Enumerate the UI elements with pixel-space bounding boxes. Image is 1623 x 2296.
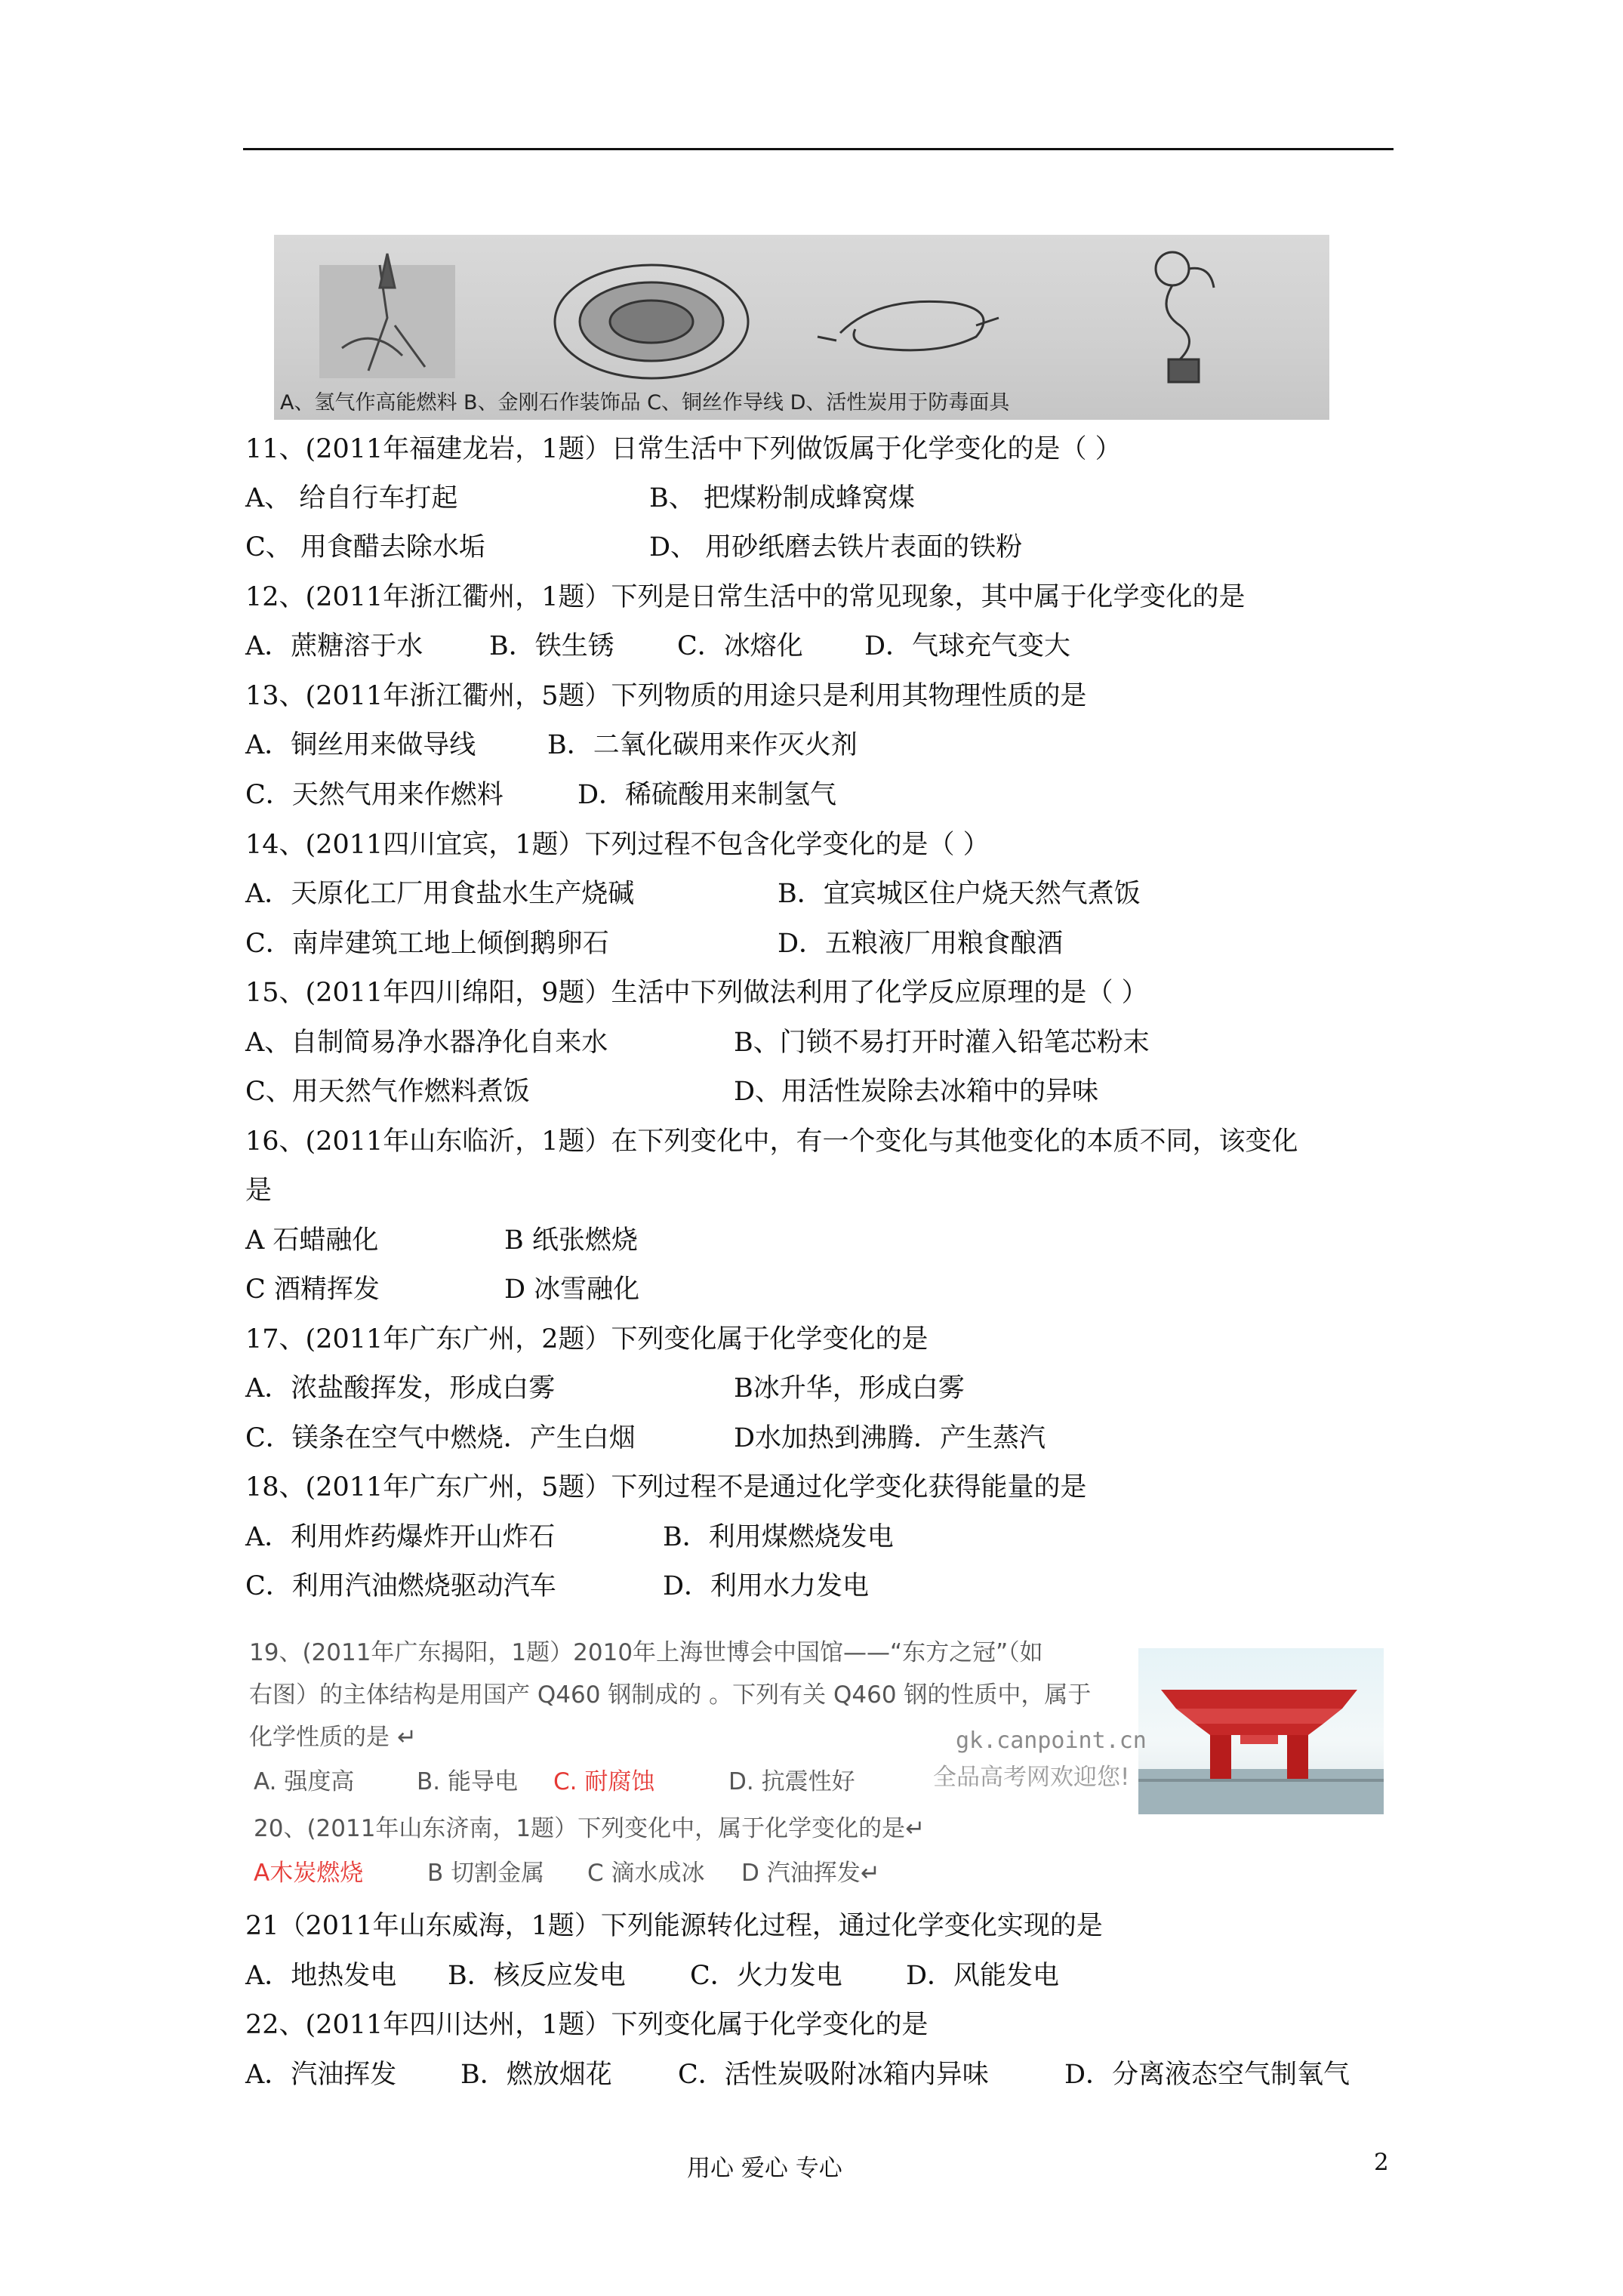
- q18-option-d: D．利用水力发电: [663, 1571, 870, 1601]
- q11-option-a: A、 给自行车打起: [245, 483, 458, 513]
- q17-option-b: B冰升华，形成白雾: [734, 1373, 965, 1404]
- question-12-stem: 12、(2011年浙江衢州，1题）下列是日常生活中的常见现象，其中属于化学变化的是: [245, 582, 1246, 612]
- q22-option-b: B．燃放烟花: [460, 2060, 612, 2090]
- q17-option-d: D水加热到沸腾．产生蒸汽: [734, 1423, 1046, 1453]
- question-13-stem: 13、(2011年浙江衢州，5题）下列物质的用途只是利用其物理性质的是: [245, 681, 1087, 711]
- figure-caption: A、氢气作高能燃料 B、金刚石作装饰品 C、铜丝作导线 D、活性炭用于防毒面具: [280, 391, 1010, 415]
- q20-option-a-answer: A木炭燃烧: [254, 1860, 364, 1887]
- header-rule: [243, 148, 1394, 150]
- q12-option-a: A．蔗糖溶于水: [245, 631, 423, 661]
- q18-option-c: C．利用汽油燃烧驱动汽车: [245, 1571, 556, 1601]
- question-21-stem: 21（2011年山东威海，1题）下列能源转化过程，通过化学变化实现的是: [245, 1911, 1103, 1941]
- q11-option-b: B、 把煤粉制成蜂窝煤: [649, 483, 915, 513]
- q22-option-d: D．分离液态空气制氧气: [1064, 2060, 1350, 2090]
- q13-option-a: A．铜丝用来做导线: [245, 730, 476, 760]
- china-pavilion-image: [1138, 1648, 1384, 1814]
- q17-option-c: C．镁条在空气中燃烧．产生白烟: [245, 1423, 636, 1453]
- question-15-stem: 15、(2011年四川绵阳，9题）生活中下列做法利用了化学反应原理的是（ ）: [245, 978, 1148, 1008]
- q11-option-d: D、 用砂纸磨去铁片表面的铁粉: [649, 532, 1023, 562]
- q19-option-d: D. 抗震性好: [728, 1768, 855, 1795]
- page-footer: 用心 爱心 专心: [687, 2155, 842, 2182]
- q14-option-a: A．天原化工厂用食盐水生产烧碱: [245, 879, 635, 909]
- q19-option-c-answer: C. 耐腐蚀: [553, 1768, 655, 1795]
- q19-line-3: 化学性质的是 ↵: [249, 1724, 417, 1751]
- q16-option-d: D 冰雪融化: [504, 1274, 640, 1305]
- q19-line-2: 右图）的主体结构是用国产 Q460 钢制成的 。下列有关 Q460 钢的性质中，属于: [249, 1681, 1092, 1709]
- q20-option-b: B 切割金属: [427, 1860, 545, 1887]
- q12-option-b: B．铁生锈: [489, 631, 614, 661]
- q13-option-c: C．天然气用来作燃料: [245, 780, 504, 810]
- q15-option-b: B、门锁不易打开时灌入铅笔芯粉末: [734, 1028, 1150, 1058]
- hydrogen-rocket-sketch: [319, 254, 455, 378]
- question-14-stem: 14、(2011四川宜宾，1题）下列过程不包含化学变化的是（ ）: [245, 830, 990, 860]
- q20-option-c: C 滴水成冰: [587, 1860, 705, 1887]
- q21-option-a: A．地热发电: [245, 1961, 397, 1991]
- q16-option-b: B 纸张燃烧: [504, 1225, 638, 1256]
- q21-option-b: B．核反应发电: [448, 1961, 626, 1991]
- q15-option-a: A、自制简易净水器净化自来水: [245, 1028, 608, 1058]
- q12-option-c: C．冰熔化: [677, 631, 803, 661]
- question-18-stem: 18、(2011年广东广州，5题）下列过程不是通过化学变化获得能量的是: [245, 1472, 1087, 1502]
- q20-option-d: D 汽油挥发↵: [741, 1860, 880, 1887]
- question-16-stem: 16、(2011年山东临沂，1题）在下列变化中，有一个变化与其他变化的本质不同，该变化: [245, 1126, 1298, 1157]
- q16-option-a: A 石蜡融化: [245, 1225, 379, 1256]
- q20-line-1: 20、(2011年山东济南，1题）下列变化中，属于化学变化的是↵: [254, 1815, 925, 1842]
- gas-mask-sketch: [1156, 252, 1214, 382]
- diamond-ornament-sketch: [555, 265, 748, 378]
- q11-option-c: C、 用食醋去除水垢: [245, 532, 485, 562]
- q15-option-c: C、用天然气作燃料煮饭: [245, 1077, 530, 1107]
- q14-option-c: C．南岸建筑工地上倾倒鹅卵石: [245, 929, 609, 959]
- q18-option-a: A．利用炸药爆炸开山炸石: [245, 1522, 556, 1552]
- q21-option-d: D．风能发电: [906, 1961, 1060, 1991]
- q19-option-a: A. 强度高: [254, 1768, 355, 1795]
- q13-option-b: B．二氧化碳用来作灭火剂: [547, 730, 858, 760]
- q13-option-d: D．稀硫酸用来制氢气: [577, 780, 837, 810]
- q14-option-b: B．宜宾城区住户烧天然气煮饭: [778, 879, 1141, 909]
- question-16-stem-cont: 是: [245, 1176, 273, 1206]
- question-22-stem: 22、(2011年四川达州，1题）下列变化属于化学变化的是: [245, 2010, 929, 2040]
- q22-option-a: A．汽油挥发: [245, 2060, 397, 2090]
- page-number: 2: [1374, 2149, 1389, 2176]
- q22-option-c: C．活性炭吸附冰箱内异味: [678, 2060, 989, 2090]
- q21-option-c: C．火力发电: [690, 1961, 842, 1991]
- q15-option-d: D、用活性炭除去冰箱中的异味: [734, 1077, 1099, 1107]
- q17-option-a: A．浓盐酸挥发，形成白雾: [245, 1373, 556, 1404]
- q19-option-b: B. 能导电: [417, 1768, 518, 1795]
- q19-line-1: 19、(2011年广东揭阳，1题）2010年上海世博会中国馆——“东方之冠”（如: [249, 1639, 1043, 1666]
- copper-wire-sketch: [818, 301, 999, 350]
- question-11-stem: 11、(2011年福建龙岩，1题）日常生活中下列做饭属于化学变化的是（ ）: [245, 434, 1122, 464]
- china-pavilion-drawing: [1138, 1648, 1384, 1814]
- q16-option-c: C 酒精挥发: [245, 1274, 380, 1305]
- watermark-text: 全品高考网欢迎您!: [933, 1764, 1130, 1791]
- q14-option-d: D．五粮液厂用粮食酿酒: [778, 929, 1064, 959]
- q18-option-b: B．利用煤燃烧发电: [663, 1522, 894, 1552]
- figure-uses-of-substances: [274, 235, 1329, 420]
- watermark-url: gk.canpoint.cn: [956, 1727, 1147, 1754]
- question-17-stem: 17、(2011年广东广州，2题）下列变化属于化学变化的是: [245, 1324, 929, 1354]
- q12-option-d: D．气球充气变大: [864, 631, 1071, 661]
